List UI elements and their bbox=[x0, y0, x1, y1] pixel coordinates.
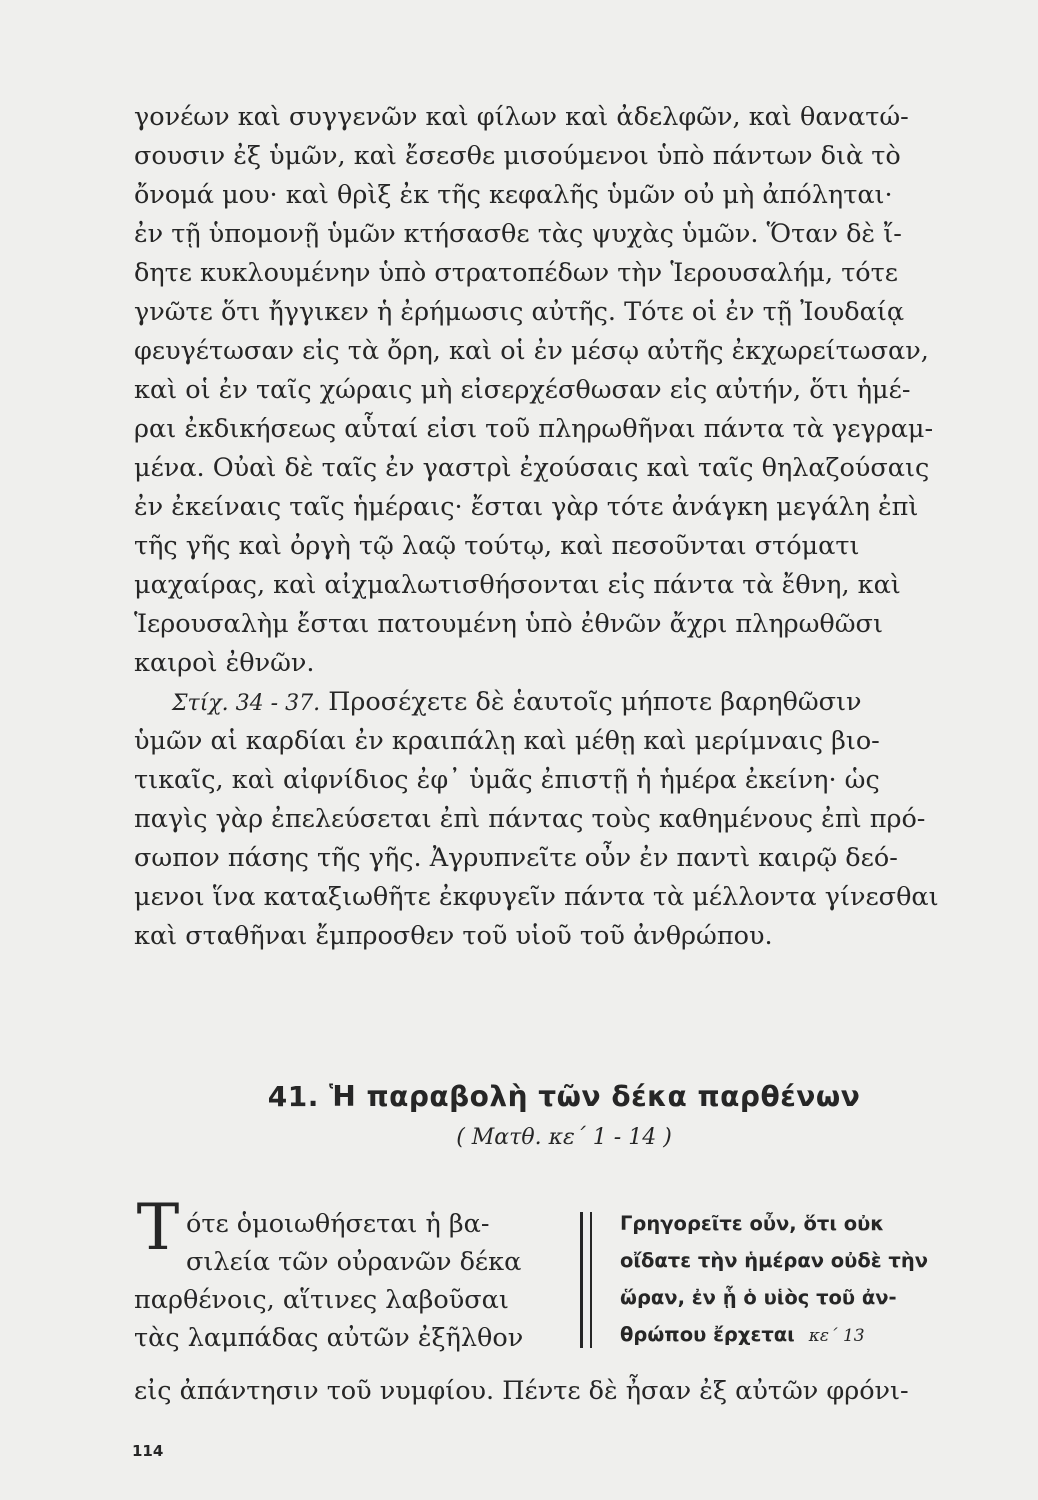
passage-text bbox=[134, 98, 994, 956]
box-line: Γρηγορεῖτε οὖν, ὅτι οὐκ bbox=[620, 1212, 885, 1235]
text-line: μένα. Οὐαὶ δὲ ταῖς ἐν γαστρὶ ἐχούσαις καὶ ταῖς θηλαζούσαις bbox=[134, 453, 930, 483]
divider-rule bbox=[590, 1212, 592, 1348]
text-line: μενοι ἵνα καταξιωθῆτε ἐκφυγεῖν πάντα τὰ μέλλοντα γίνεσθαι bbox=[134, 882, 939, 912]
text-line: σιλεία τῶν οὐρανῶν δέκα bbox=[186, 1247, 522, 1277]
box-line-last bbox=[620, 1316, 990, 1353]
chapter-heading: 41. Ἡ παραβολὴ τῶν δέκα παρθένων bbox=[267, 1080, 861, 1113]
parable-column bbox=[134, 1205, 574, 1357]
text-line: σουσιν ἐξ ὑμῶν, καὶ ἔσεσθε μισούμενοι ὑπὸ πάντων διὰ τὸ bbox=[134, 141, 901, 171]
text-line: τῆς γῆς καὶ ὀργὴ τῷ λαῷ τούτῳ, καὶ πεσοῦνται στόματι bbox=[134, 531, 860, 561]
text-line: ἐν ἐκείναις ταῖς ἡμέραις· ἔσται γὰρ τότε ἀνάγκη μεγάλη ἐπὶ bbox=[134, 492, 919, 522]
text-line: ὄνομά μου· καὶ θρὶξ ἐκ τῆς κεφαλῆς ὑμῶν οὐ μὴ ἀπόληται· bbox=[134, 180, 893, 210]
box-line: οἴδατε τὴν ἡμέραν οὐδὲ τὴν bbox=[620, 1249, 929, 1272]
verse-reference: Στίχ. 34 - 37. bbox=[172, 691, 321, 716]
text-line: καὶ σταθῆναι ἔμπροσθεν τοῦ υἱοῦ τοῦ ἀνθρώπου. bbox=[134, 921, 773, 951]
text-line: Ἱερουσαλὴμ ἔσται πατουμένη ὑπὸ ἐθνῶν ἄχρι πληρωθῶσι bbox=[134, 609, 883, 639]
box-line-text: θρώπου ἔρχεται bbox=[620, 1323, 795, 1346]
text-line: ότε ὁμοιωθήσεται ἡ βα- bbox=[186, 1209, 490, 1239]
text-line: γονέων καὶ συγγενῶν καὶ φίλων καὶ ἀδελφῶν, καὶ θανατώ- bbox=[134, 102, 909, 132]
text-line: ραι ἐκδικήσεως αὗταί εἰσι τοῦ πληρωθῆναι πάντα τὰ γεγραμ- bbox=[134, 414, 934, 444]
text-line: τικαῖς, καὶ αἰφνίδιος ἐφ᾽ ὑμᾶς ἐπιστῇ ἡ ἡμέρα ἐκείνη· ὡς bbox=[134, 765, 880, 795]
verse-first-line: Προσέχετε δὲ ἑαυτοῖς μήποτε βαρηθῶσιν bbox=[328, 687, 862, 717]
text-line: γνῶτε ὅτι ἤγγικεν ἡ ἐρήμωσις αὐτῆς. Τότε οἱ ἐν τῇ Ἰουδαίᾳ bbox=[134, 297, 905, 327]
text-line: μαχαίρας, καὶ αἰχμαλωτισθήσονται εἰς πάντα τὰ ἔθνη, καὶ bbox=[134, 570, 901, 600]
text-line: ὑμῶν αἱ καρδίαι ἐν κραιπάλῃ καὶ μέθῃ καὶ μερίμναις βιο- bbox=[134, 726, 880, 756]
text-line: φευγέτωσαν εἰς τὰ ὄρη, καὶ οἱ ἐν μέσῳ αὐτῆς ἐκχωρείτωσαν, bbox=[134, 336, 929, 366]
text-line: εἰς ἀπάντησιν τοῦ νυμφίου. Πέντε δὲ ἦσαν ἐξ αὐτῶν φρόνι- bbox=[134, 1376, 909, 1406]
text-line: ἐν τῇ ὑπομονῇ ὑμῶν κτήσασθε τὰς ψυχὰς ὑμῶν. Ὅταν δὲ ἴ- bbox=[134, 219, 902, 249]
box-verse-ref: κε΄ 13 bbox=[808, 1326, 865, 1346]
text-line: τὰς λαμπάδας αὐτῶν ἐξῆλθον bbox=[134, 1323, 524, 1353]
text-line: δητε κυκλουμένην ὑπὸ στρατοπέδων τὴν Ἱερουσαλήμ, τότε bbox=[134, 258, 898, 288]
key-verse-box bbox=[620, 1205, 990, 1353]
text-line: παρθένοις, αἵτινες λαβοῦσαι bbox=[134, 1285, 509, 1315]
page-number: 114 bbox=[132, 1442, 164, 1460]
text-line: παγὶς γὰρ ἐπελεύσεται ἐπὶ πάντας τοὺς καθημένους ἐπὶ πρό- bbox=[134, 804, 926, 834]
text-line: σωπον πάσης τῆς γῆς. Ἀγρυπνεῖτε οὖν ἐν παντὶ καιρῷ δεό- bbox=[134, 843, 898, 873]
divider-rule bbox=[580, 1212, 583, 1348]
box-line: ὥραν, ἐν ᾗ ὁ υἱὸς τοῦ ἀν- bbox=[620, 1286, 897, 1309]
parable-continued bbox=[134, 1372, 994, 1410]
chapter-subheading: ( Ματθ. κε΄ 1 - 14 ) bbox=[456, 1125, 672, 1150]
drop-cap: Τ bbox=[136, 1191, 180, 1265]
text-line: καὶ οἱ ἐν ταῖς χώραις μὴ εἰσερχέσθωσαν εἰς αὐτήν, ὅτι ἡμέ- bbox=[134, 375, 911, 405]
verse-ref-line bbox=[134, 683, 994, 722]
text-line: καιροὶ ἐθνῶν. bbox=[134, 648, 315, 678]
